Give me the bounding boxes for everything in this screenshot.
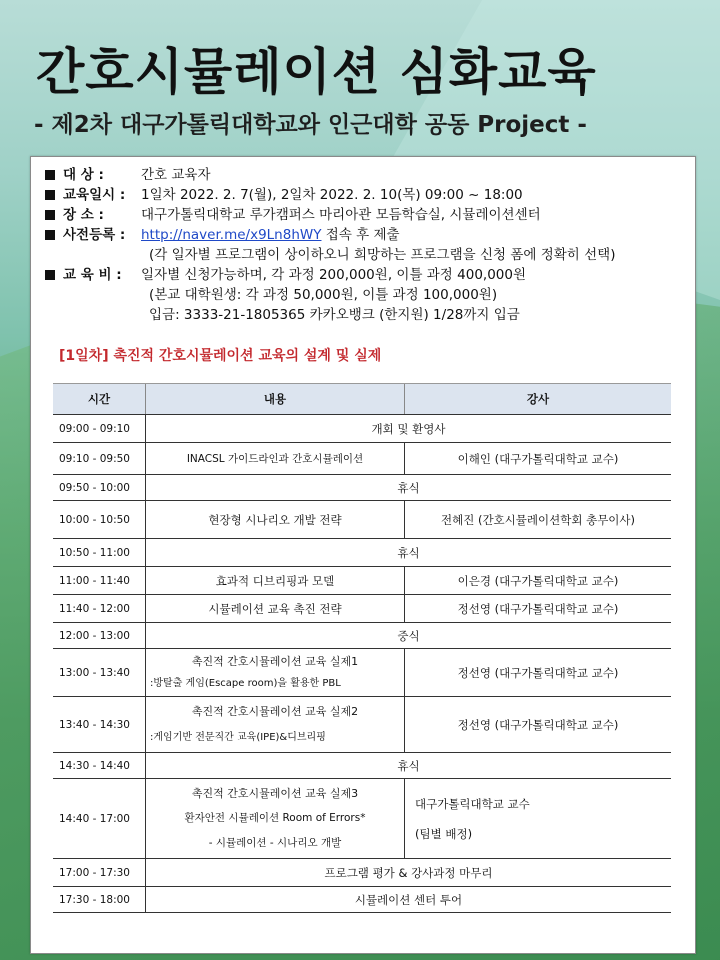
- table-row: [53, 443, 671, 475]
- row-lecturer: [405, 779, 672, 859]
- content-card: [30, 156, 696, 954]
- table-row: [53, 475, 671, 501]
- row-time: 12:00 - 13:00: [53, 623, 146, 649]
- row-content: 중식: [146, 623, 672, 649]
- row-content: INACSL 가이드라인과 간호시뮬레이션: [146, 443, 405, 475]
- section-title: [1일차] 촉진적 간호시뮬레이션 교육의 설계 및 실제: [59, 348, 382, 364]
- row-time: 09:00 - 09:10: [53, 415, 146, 443]
- row-lecturer: 이해인 (대구가톨릭대학교 교수): [405, 443, 672, 475]
- info-label: 사전등록 :: [63, 227, 126, 243]
- row-lecturer: 정선영 (대구가톨릭대학교 교수): [405, 595, 672, 623]
- info-value: 접속 후 제출: [321, 227, 400, 243]
- lecturer-line: (팀별 배정): [415, 826, 473, 841]
- info-value: 1일차 2022. 2. 7(월), 2일차 2022. 2. 10(목) 09:00 ~ 18:00: [141, 187, 523, 203]
- row-content: 시뮬레이션 센터 투어: [146, 887, 672, 913]
- info-label: 대 상 :: [63, 167, 104, 183]
- row-content: [146, 697, 405, 753]
- row-time: 13:00 - 13:40: [53, 649, 146, 697]
- row-content: 휴식: [146, 539, 672, 567]
- row-lecturer: 정선영 (대구가톨릭대학교 교수): [405, 649, 672, 697]
- header-lecturer: 강사: [405, 384, 672, 415]
- table-row: [53, 567, 671, 595]
- content-line: 촉진적 간호시뮬레이션 교육 실제1: [191, 654, 359, 668]
- info-fee: [45, 265, 615, 285]
- info-register: [45, 225, 615, 245]
- info-label: 교육일시 :: [63, 187, 126, 203]
- row-content: 휴식: [146, 753, 672, 779]
- row-content: 개회 및 환영사: [146, 415, 672, 443]
- fee-line2: (본교 대학원생: 각 과정 50,000원, 이틀 과정 100,000원): [149, 287, 498, 303]
- row-time: 11:00 - 11:40: [53, 567, 146, 595]
- content-line: 환자안전 시뮬레이션 Room of Errors*: [184, 812, 366, 824]
- row-lecturer: 전혜진 (간호시뮬레이션학회 총무이사): [405, 501, 672, 539]
- row-content: [146, 779, 405, 859]
- row-content: 현장형 시나리오 개발 전략: [146, 501, 405, 539]
- schedule-table: [53, 383, 671, 913]
- table-row: [53, 595, 671, 623]
- header-time: 시간: [53, 384, 146, 415]
- row-time: 09:10 - 09:50: [53, 443, 146, 475]
- table-row: [53, 415, 671, 443]
- row-content: 프로그램 평가 & 강사과정 마무리: [146, 859, 672, 887]
- square-bullet-icon: [45, 230, 55, 240]
- info-value: 간호 교육자: [141, 167, 211, 183]
- content-line: 촉진적 간호시뮬레이션 교육 실제3: [191, 787, 359, 800]
- table-row: [53, 539, 671, 567]
- info-block: [45, 165, 615, 325]
- square-bullet-icon: [45, 270, 55, 280]
- content-line: - 시뮬레이션 - 시나리오 개발: [208, 837, 342, 849]
- table-header-row: [53, 384, 671, 415]
- square-bullet-icon: [45, 190, 55, 200]
- register-link[interactable]: http://naver.me/x9Ln8hWY: [141, 227, 322, 243]
- info-value: 대구가톨릭대학교 루가캠퍼스 마리아관 모듬학습실, 시뮬레이션센터: [141, 207, 541, 223]
- row-time: 17:30 - 18:00: [53, 887, 146, 913]
- table-row: [53, 649, 671, 697]
- table-row: [53, 779, 671, 859]
- info-date: [45, 185, 615, 205]
- row-time: 10:50 - 11:00: [53, 539, 146, 567]
- row-time: 10:00 - 10:50: [53, 501, 146, 539]
- info-label: 장 소 :: [63, 207, 104, 223]
- row-time: 14:40 - 17:00: [53, 779, 146, 859]
- row-time: 11:40 - 12:00: [53, 595, 146, 623]
- table-row: [53, 859, 671, 887]
- register-note: (각 일자별 프로그램이 상이하오니 희망하는 프로그램을 신청 폼에 정확히 선택): [149, 247, 616, 263]
- content-line: :게임기반 전문직간 교육(IPE)&디브리핑: [150, 731, 326, 743]
- row-lecturer: 정선영 (대구가톨릭대학교 교수): [405, 697, 672, 753]
- table-row: [53, 697, 671, 753]
- table-row: [53, 623, 671, 649]
- row-time: 09:50 - 10:00: [53, 475, 146, 501]
- table-row: [53, 753, 671, 779]
- row-content: 휴식: [146, 475, 672, 501]
- content-line: :방탈출 게임(Escape room)을 활용한 PBL: [150, 677, 341, 689]
- square-bullet-icon: [45, 210, 55, 220]
- info-value: 일자별 신청가능하며, 각 과정 200,000원, 이틀 과정 400,000원: [141, 267, 527, 283]
- content-line: 촉진적 간호시뮬레이션 교육 실제2: [191, 704, 359, 718]
- row-time: 14:30 - 14:40: [53, 753, 146, 779]
- info-target: [45, 165, 615, 185]
- lecturer-line: 대구가톨릭대학교 교수: [415, 796, 530, 811]
- table-row: [53, 501, 671, 539]
- row-time: 13:40 - 14:30: [53, 697, 146, 753]
- info-place: [45, 205, 615, 225]
- row-content: [146, 649, 405, 697]
- info-label: 교 육 비 :: [63, 267, 122, 283]
- row-content: 시뮬레이션 교육 촉진 전략: [146, 595, 405, 623]
- page-subtitle: - 제2차 대구가톨릭대학교와 인근대학 공동 Project -: [34, 112, 587, 138]
- header-content: 내용: [146, 384, 405, 415]
- fee-line3: 입금: 3333-21-1805365 카카오뱅크 (한지원) 1/28까지 입금: [149, 307, 520, 323]
- row-content: 효과적 디브리핑과 모델: [146, 567, 405, 595]
- table-row: [53, 887, 671, 913]
- page-title: 간호시뮬레이션 심화교육: [36, 43, 597, 101]
- row-time: 17:00 - 17:30: [53, 859, 146, 887]
- square-bullet-icon: [45, 170, 55, 180]
- row-lecturer: 이은경 (대구가톨릭대학교 교수): [405, 567, 672, 595]
